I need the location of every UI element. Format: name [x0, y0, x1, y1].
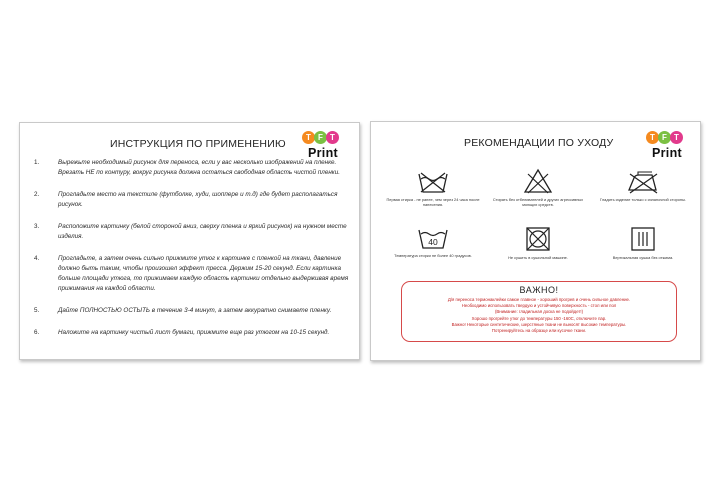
step-number: 6.: [34, 328, 40, 336]
instruction-step: [34, 306, 352, 316]
important-line: Хорошо прогрейте утюг до температуры 150 -160С, отключите пар.: [471, 315, 607, 321]
care-title: РЕКОМЕНДАЦИИ ПО УХОДУ: [464, 137, 614, 149]
care-item-no-bleach: [485, 168, 591, 208]
important-line: Важно! Некоторые синтетические, шерстяные ткани не выносят высокие температуры.: [451, 321, 627, 327]
care-caption: Первая стирка - не ранее, чем через 24 часа после нанесения.: [386, 197, 480, 208]
care-caption: Стирать без отбеливателей и других агрессивных моющих средств.: [492, 197, 584, 208]
care-caption: Вертикальная сушка без отжима.: [612, 255, 674, 260]
wash-temperature: 40: [428, 237, 438, 247]
step-text: Прогладьте место на текстиле (футболке, худи, шоппере и т.д) где будет располагаться рисунок.: [58, 190, 338, 209]
important-line: Д/я переноса термонаклейки самое главное - хороший прогрев и очень сильное давление.: [447, 297, 631, 302]
no-tumble-dry-icon: [525, 226, 551, 252]
step-text: Прогладьте, а затем очень сильно прижмите утюг к картинке с пленкой на ткани, давление должно быть таким, чтобы произошел эффект пресса. Держим 15-20 секунд. Если картинка больше площади утюга, то прижимаем каждую область картинки отдельно выдерживая время прижимания на каждой области.: [58, 254, 349, 293]
logo-letter-t1: T: [646, 131, 659, 144]
logo-letter-f: F: [658, 131, 671, 144]
instruction-step: [34, 222, 352, 242]
wash-tub-icon: [417, 170, 449, 194]
care-item-no-tumble-dry: [485, 226, 591, 260]
logo-letter-f: F: [314, 131, 327, 144]
important-notice: [401, 281, 677, 342]
logo-letter-t1: T: [302, 131, 315, 144]
logo-word: Print: [308, 146, 338, 160]
line-dry-icon: [630, 226, 656, 252]
instruction-step: [34, 158, 352, 178]
care-item-line-dry: [590, 226, 696, 260]
important-line: Необходимо использовать твердую и устойчивую поверхность - стол или пол: [461, 303, 617, 309]
iron-reverse-icon: [626, 170, 660, 194]
no-bleach-icon: [523, 168, 553, 194]
instruction-title: ИНСТРУКЦИЯ ПО ПРИМЕНЕНИЮ: [110, 138, 286, 150]
step-text: Расположите картинку (белой стороной вниз, сверху пленка и яркий рисунок) на нужном месте изделия.: [58, 222, 347, 241]
logo-letter-t2: T: [326, 131, 339, 144]
step-number: 1.: [34, 159, 40, 166]
wash-40-icon: [417, 226, 449, 250]
step-text: Вырежьте необходимый рисунок для переноса, если у вас несколько изображений на пленке. Врезать НЕ по контуру, вокруг рисунка должна остаться свободная область чистой пленки.: [58, 159, 341, 177]
step-number: 5.: [34, 307, 40, 315]
step-text: Дайте ПОЛНОСТЬЮ ОСТЫТЬ в течение 3-4 минут, а затем аккуратно снимаете пленку.: [58, 307, 332, 315]
instruction-card: [19, 122, 360, 360]
step-number: 4.: [34, 254, 40, 262]
important-heading: ВАЖНО!: [519, 285, 559, 295]
care-card: [370, 121, 701, 361]
important-line: (Внимание: гладильная доска не подойдет!): [494, 309, 584, 315]
important-line: Потренируйтесь на образце или кусочке ткани.: [491, 328, 587, 334]
step-number: 3.: [34, 222, 40, 230]
step-number: 2.: [34, 190, 40, 198]
care-item-iron-reverse: [590, 170, 696, 202]
care-caption: Гладить изделие только с изнаночной стороны.: [600, 197, 686, 202]
care-item-wash-40: [380, 226, 486, 258]
care-caption: Температура стирки не более 40 градусов.: [394, 253, 472, 258]
logo-word: Print: [652, 146, 682, 160]
instruction-step: [34, 190, 352, 210]
logo-letter-t2: T: [670, 131, 683, 144]
instruction-step: [34, 328, 352, 338]
step-text: Наложите на картинку чистый лист бумаги, прижмите еще раз утюгом на 10-15 секунд.: [58, 328, 330, 336]
important-body: [402, 297, 676, 334]
care-item-first-wash: [380, 170, 486, 208]
instruction-list: [34, 158, 352, 349]
instruction-step: [34, 254, 352, 295]
care-caption: Не сушить в сушильной машине.: [508, 255, 568, 260]
tft-print-logo: [646, 131, 688, 165]
